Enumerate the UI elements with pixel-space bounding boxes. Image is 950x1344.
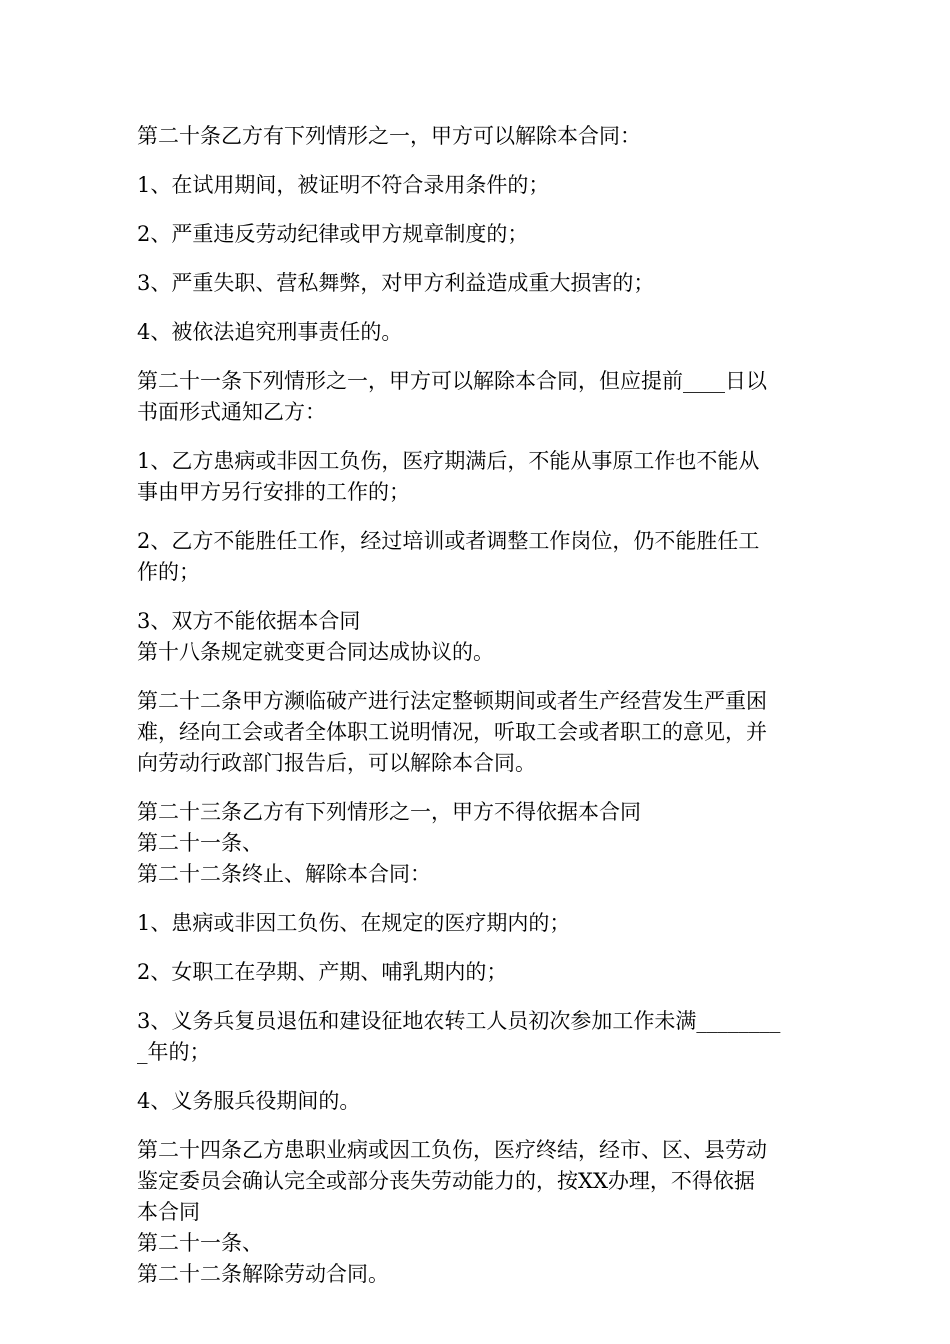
text-line: 第二十一条下列情形之一，甲方可以解除本合同，但应提前____日以 — [137, 369, 767, 393]
text-line: 1、患病或非因工负伤、在规定的医疗期内的； — [137, 911, 571, 935]
text-line: 第十八条规定就变更合同达成协议的。 — [137, 640, 494, 664]
paragraph-item-2 — [137, 957, 817, 988]
paragraph-item-4 — [137, 317, 817, 348]
text-line: 鉴定委员会确认完全或部分丧失劳动能力的，按XX办理，不得依据 — [137, 1169, 755, 1193]
text-line: 作的； — [137, 560, 200, 584]
text-line: 2、严重违反劳动纪律或甲方规章制度的； — [137, 222, 529, 246]
text-line: 第二十三条乙方有下列情形之一，甲方不得依据本合同 — [137, 800, 641, 824]
paragraph-item-2 — [137, 526, 817, 588]
text-line: 第二十二条解除劳动合同。 — [137, 1262, 389, 1286]
document-page — [137, 121, 817, 1308]
paragraph-item-2 — [137, 219, 817, 250]
text-line: 第二十一条、 — [137, 1231, 263, 1255]
text-line: 1、在试用期间，被证明不符合录用条件的； — [137, 173, 550, 197]
text-line: 2、女职工在孕期、产期、哺乳期内的； — [137, 960, 508, 984]
paragraph-article-20 — [137, 121, 817, 152]
text-line: 第二十四条乙方患职业病或因工负伤，医疗终结，经市、区、县劳动 — [137, 1138, 767, 1162]
text-line: 本合同 — [137, 1200, 200, 1224]
paragraph-item-3 — [137, 1006, 817, 1068]
paragraph-item-4 — [137, 1086, 817, 1117]
text-line: 1、乙方患病或非因工负伤，医疗期满后，不能从事原工作也不能从 — [137, 449, 760, 473]
text-line: 难，经向工会或者全体职工说明情况，听取工会或者职工的意见，并 — [137, 720, 767, 744]
text-line: 第二十一条、 — [137, 831, 263, 855]
paragraph-item-3 — [137, 268, 817, 299]
text-line: 2、乙方不能胜任工作，经过培训或者调整工作岗位，仍不能胜任工 — [137, 529, 760, 553]
text-line: _年的； — [137, 1040, 211, 1064]
text-line: 书面形式通知乙方： — [137, 400, 326, 424]
paragraph-item-1 — [137, 170, 817, 201]
paragraph-article-24 — [137, 1135, 817, 1290]
text-line: 3、严重失职、营私舞弊，对甲方利益造成重大损害的； — [137, 271, 655, 295]
paragraph-article-21 — [137, 366, 817, 428]
text-line: 3、双方不能依据本合同 — [137, 609, 361, 633]
paragraph-item-3 — [137, 606, 817, 668]
text-line: 3、义务兵复员退伍和建设征地农转工人员初次参加工作未满________ — [137, 1009, 781, 1033]
text-line: 第二十二条甲方濒临破产进行法定整顿期间或者生产经营发生严重困 — [137, 689, 767, 713]
paragraph-item-1 — [137, 908, 817, 939]
text-line: 向劳动行政部门报告后，可以解除本合同。 — [137, 751, 536, 775]
text-line: 第二十条乙方有下列情形之一，甲方可以解除本合同： — [137, 124, 641, 148]
text-line: 事由甲方另行安排的工作的； — [137, 480, 410, 504]
text-line: 第二十二条终止、解除本合同： — [137, 862, 431, 886]
paragraph-article-23 — [137, 797, 817, 890]
paragraph-item-1 — [137, 446, 817, 508]
text-line: 4、被依法追究刑事责任的。 — [137, 320, 403, 344]
paragraph-article-22 — [137, 686, 817, 779]
text-line: 4、义务服兵役期间的。 — [137, 1089, 361, 1113]
